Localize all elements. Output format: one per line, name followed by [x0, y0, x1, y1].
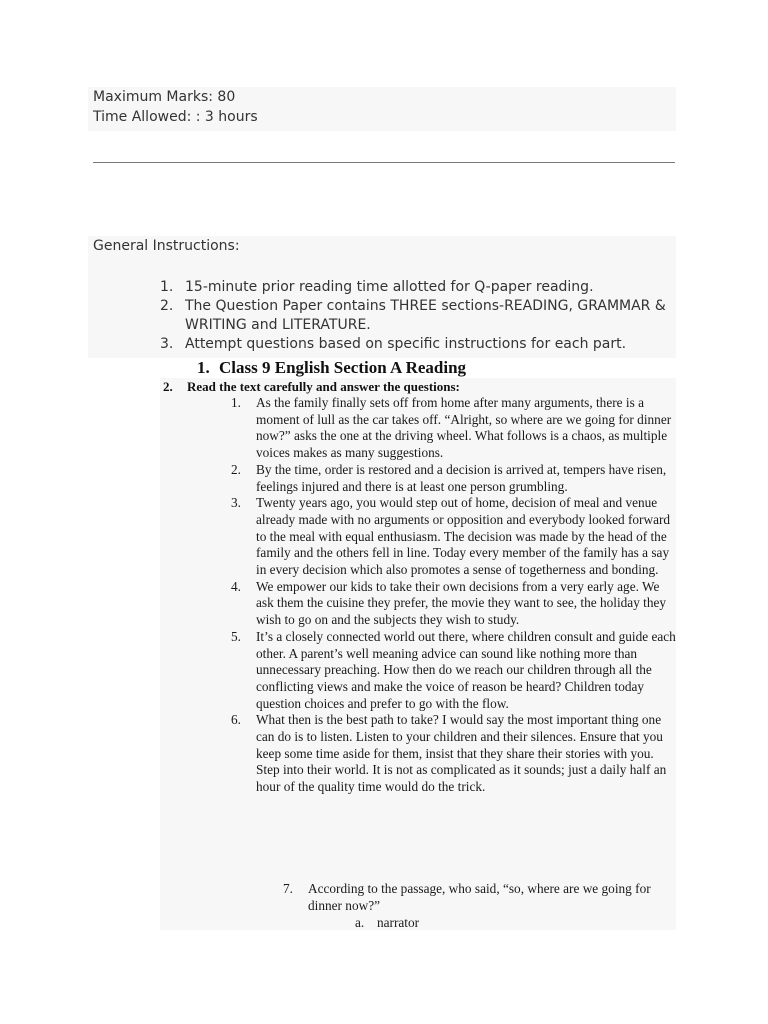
reading-instruction-number: 2.	[163, 379, 173, 394]
answer-option	[355, 915, 675, 932]
paragraph-text: We empower our kids to take their own decisions from a very early age. We ask them the cuisine they prefer, the movie they want to see, the holiday they wish to go on and the subjects they wish to study.	[256, 578, 667, 628]
reading-instruction-text: Read the text carefully and answer the questions:	[187, 379, 460, 394]
passage-paragraphs	[231, 395, 676, 796]
paragraph-text: It’s a closely connected world out there, where children consult and guide each other. A parent’s well meaning advice can sound like nothing more than unnecessary preaching. How then do we reach our children through all the conflicting views and make the voice of reason be heard? Children today question choices and prefer to go with the flow.	[256, 628, 676, 711]
passage-paragraph	[231, 495, 676, 579]
instruction-text: The Question Paper contains THREE sections-READING, GRAMMAR & WRITING and LITERATURE.	[185, 298, 666, 333]
passage-paragraph	[231, 629, 676, 713]
general-instructions-title: General Instructions:	[93, 238, 240, 254]
instruction-text: Attempt questions based on specific instructions for each part.	[185, 336, 627, 352]
paragraph-text: What then is the best path to take? I would say the most important thing one can do is to listen. Listen to your children and their silences. Ensure that you keep some time aside for them, insist that they share their stories with you. Step into their world. It is not as complicated as it sounds; just a daily half an hour of the quality time would do the trick.	[256, 712, 667, 795]
exam-header	[93, 87, 675, 131]
paragraph-number: 2.	[231, 461, 241, 477]
paragraph-number: 6.	[231, 712, 241, 728]
maximum-marks: Maximum Marks: 80	[93, 89, 236, 105]
time-allowed: Time Allowed: : 3 hours	[93, 109, 258, 125]
paragraph-number: 4.	[231, 578, 241, 594]
reading-instruction	[163, 378, 673, 395]
section-heading	[197, 357, 597, 379]
paragraph-text: Twenty years ago, you would step out of home, decision of meal and venue already made with no arguments or opposition and everybody looked forward to the meal with equal enthusiasm. The decision was made by the head of the family and the others fell in line. Today every member of the family has a say in every decision which also promotes a sense of togetherness and bonding.	[256, 495, 671, 578]
passage-paragraph	[231, 579, 676, 629]
paragraph-number: 1.	[231, 395, 241, 410]
instruction-item	[160, 278, 675, 297]
option-label: a.	[355, 915, 365, 930]
option-text: narrator	[377, 915, 420, 930]
passage-paragraph	[231, 395, 676, 462]
question-text: According to the passage, who said, “so, where are we going for dinner now?”	[308, 881, 651, 913]
instructions-list	[160, 278, 675, 354]
question-item	[283, 881, 676, 914]
paragraph-number: 3.	[231, 495, 241, 511]
paragraph-text: As the family finally sets off from home after many arguments, there is a moment of lull as the car takes off. “Alright, so where are we going for dinner now?” asks the one at the driving wheel. What follows is a chaos, as multiple voices makes as many suggestions.	[256, 395, 672, 461]
instruction-item	[160, 335, 675, 354]
section-title: Class 9 English Section A Reading	[219, 358, 467, 377]
question-list	[283, 881, 676, 914]
instruction-number: 2.	[160, 298, 174, 314]
passage-paragraph	[231, 712, 676, 796]
passage-paragraph	[231, 462, 676, 495]
instruction-text: 15-minute prior reading time allotted for Q-paper reading.	[185, 279, 594, 295]
instruction-number: 1.	[160, 279, 174, 295]
section-number: 1.	[197, 358, 210, 377]
question-number: 7.	[283, 881, 293, 896]
paragraph-number: 5.	[231, 628, 241, 644]
instruction-item	[160, 297, 675, 335]
horizontal-divider	[93, 162, 675, 163]
general-instructions-title-block	[93, 236, 675, 258]
paragraph-text: By the time, order is restored and a decision is arrived at, tempers have risen, feelings injured and there is at least one person grumbling.	[256, 461, 667, 494]
instruction-number: 3.	[160, 336, 174, 352]
